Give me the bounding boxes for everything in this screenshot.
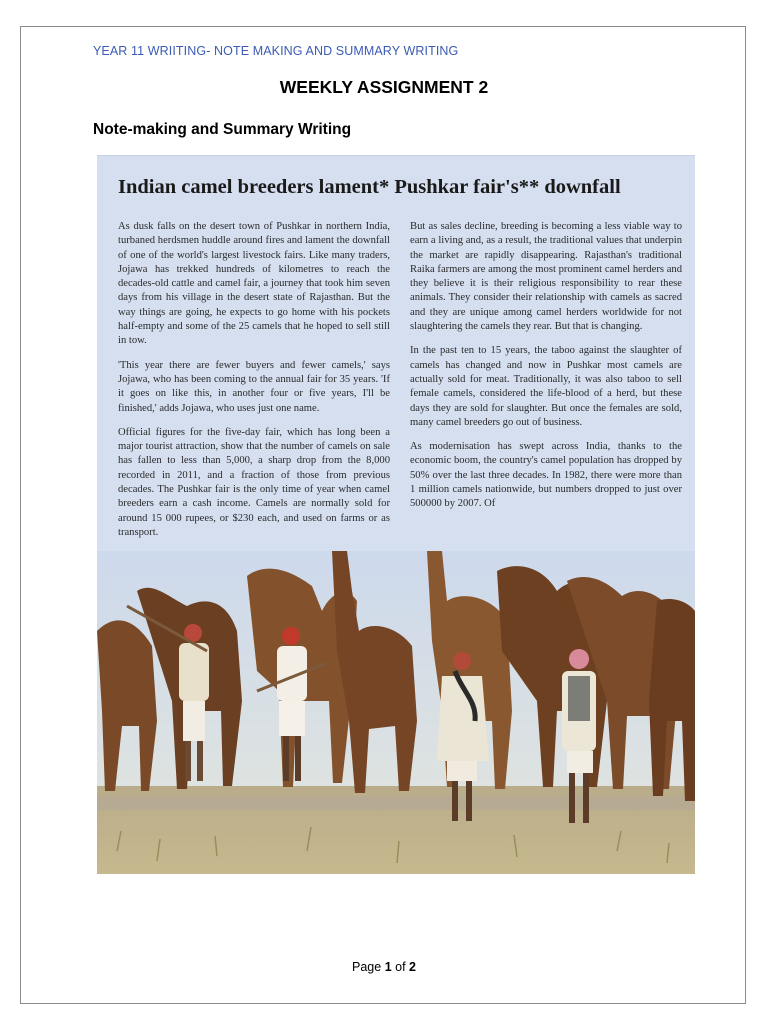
camel-herders-photo — [97, 551, 695, 874]
article-paragraph: In the past ten to 15 years, the taboo against the slaughter of camels has changed and now in Pushkar most camels are actually sold for meat. Traditionally, it was also taboo to sell female camels, considered the life-blood of a herd, but these days they are sold for slaughter. But once the females are sold, many camel breeders go out of business. — [410, 345, 682, 428]
section-subtitle: Note-making and Summary Writing — [93, 121, 352, 138]
assignment-title: WEEKLY ASSIGNMENT 2 — [279, 77, 489, 97]
scanned-article — [97, 155, 695, 874]
current-page: 1 — [384, 960, 392, 974]
article-paragraph: As modernisation has swept across India, thanks to the economic boom, the country's camel population has dropped by 50% over the last three decades. In 1982, there were more than 1 million camels nationwide, but numbers dropped to just over 500000 by 2007. Of — [410, 441, 682, 510]
article-column-right — [410, 220, 682, 522]
page-of-label: of — [391, 960, 410, 974]
article-paragraph: But as sales decline, breeding is becoming a less viable way to earn a living and, as a result, the traditional values that underpin the market are rapidly disappearing. Rajasthan's traditional Raika farmers are among the most prominent camel herders and they believe it is their religious responsibility to rear these animals. They consider their relationship with camels as sacred and they are unique among camel herders worldwide for not slaughtering the camels they rear. But that is changing. — [410, 221, 682, 333]
article-paragraph: As dusk falls on the desert town of Pushkar in northern India, turbaned herdsmen huddle around fires and lament the downfall of one of the world's largest livestock fairs. Like many traders, Jojawa has trekked hundreds of kilometres to reach the decades-old cattle and camel fair, a journey that took him seven days from his village in the desert state of Rajasthan. But the way things are going, he expects to go home with his pockets half-empty and some of the 25 camels that he hoped to sell still in tow. — [118, 221, 390, 347]
article-paragraph: 'This year there are fewer buyers and fewer camels,' says Jojawa, who has been coming to the annual fair for 35 years. 'If it goes on like this, in another four or five years, I'll be finished,' adds Jojawa, who uses just one name. — [118, 359, 390, 414]
article-column-left — [118, 220, 390, 550]
page-number — [0, 960, 768, 974]
total-pages: 2 — [409, 960, 416, 974]
page-label: Page — [352, 960, 385, 974]
course-header: YEAR 11 WRIITING- NOTE MAKING AND SUMMARY WRITING — [93, 44, 459, 58]
article-headline: Indian camel breeders lament* Pushkar fair's** downfall — [118, 176, 621, 198]
article-paragraph: Official figures for the five-day fair, which has long been a major tourist attraction, show that the number of camels on sale has fallen to less than 5,000, a sharp drop from the 8,000 recorded in 2011, and a fraction of those from previous decades. The Pushkar fair is the only time of year when camel breeders earn a cash income. Camels are normally sold for around 15 000 rupees, or $230 each, and used on farms or as transport. — [118, 426, 390, 538]
